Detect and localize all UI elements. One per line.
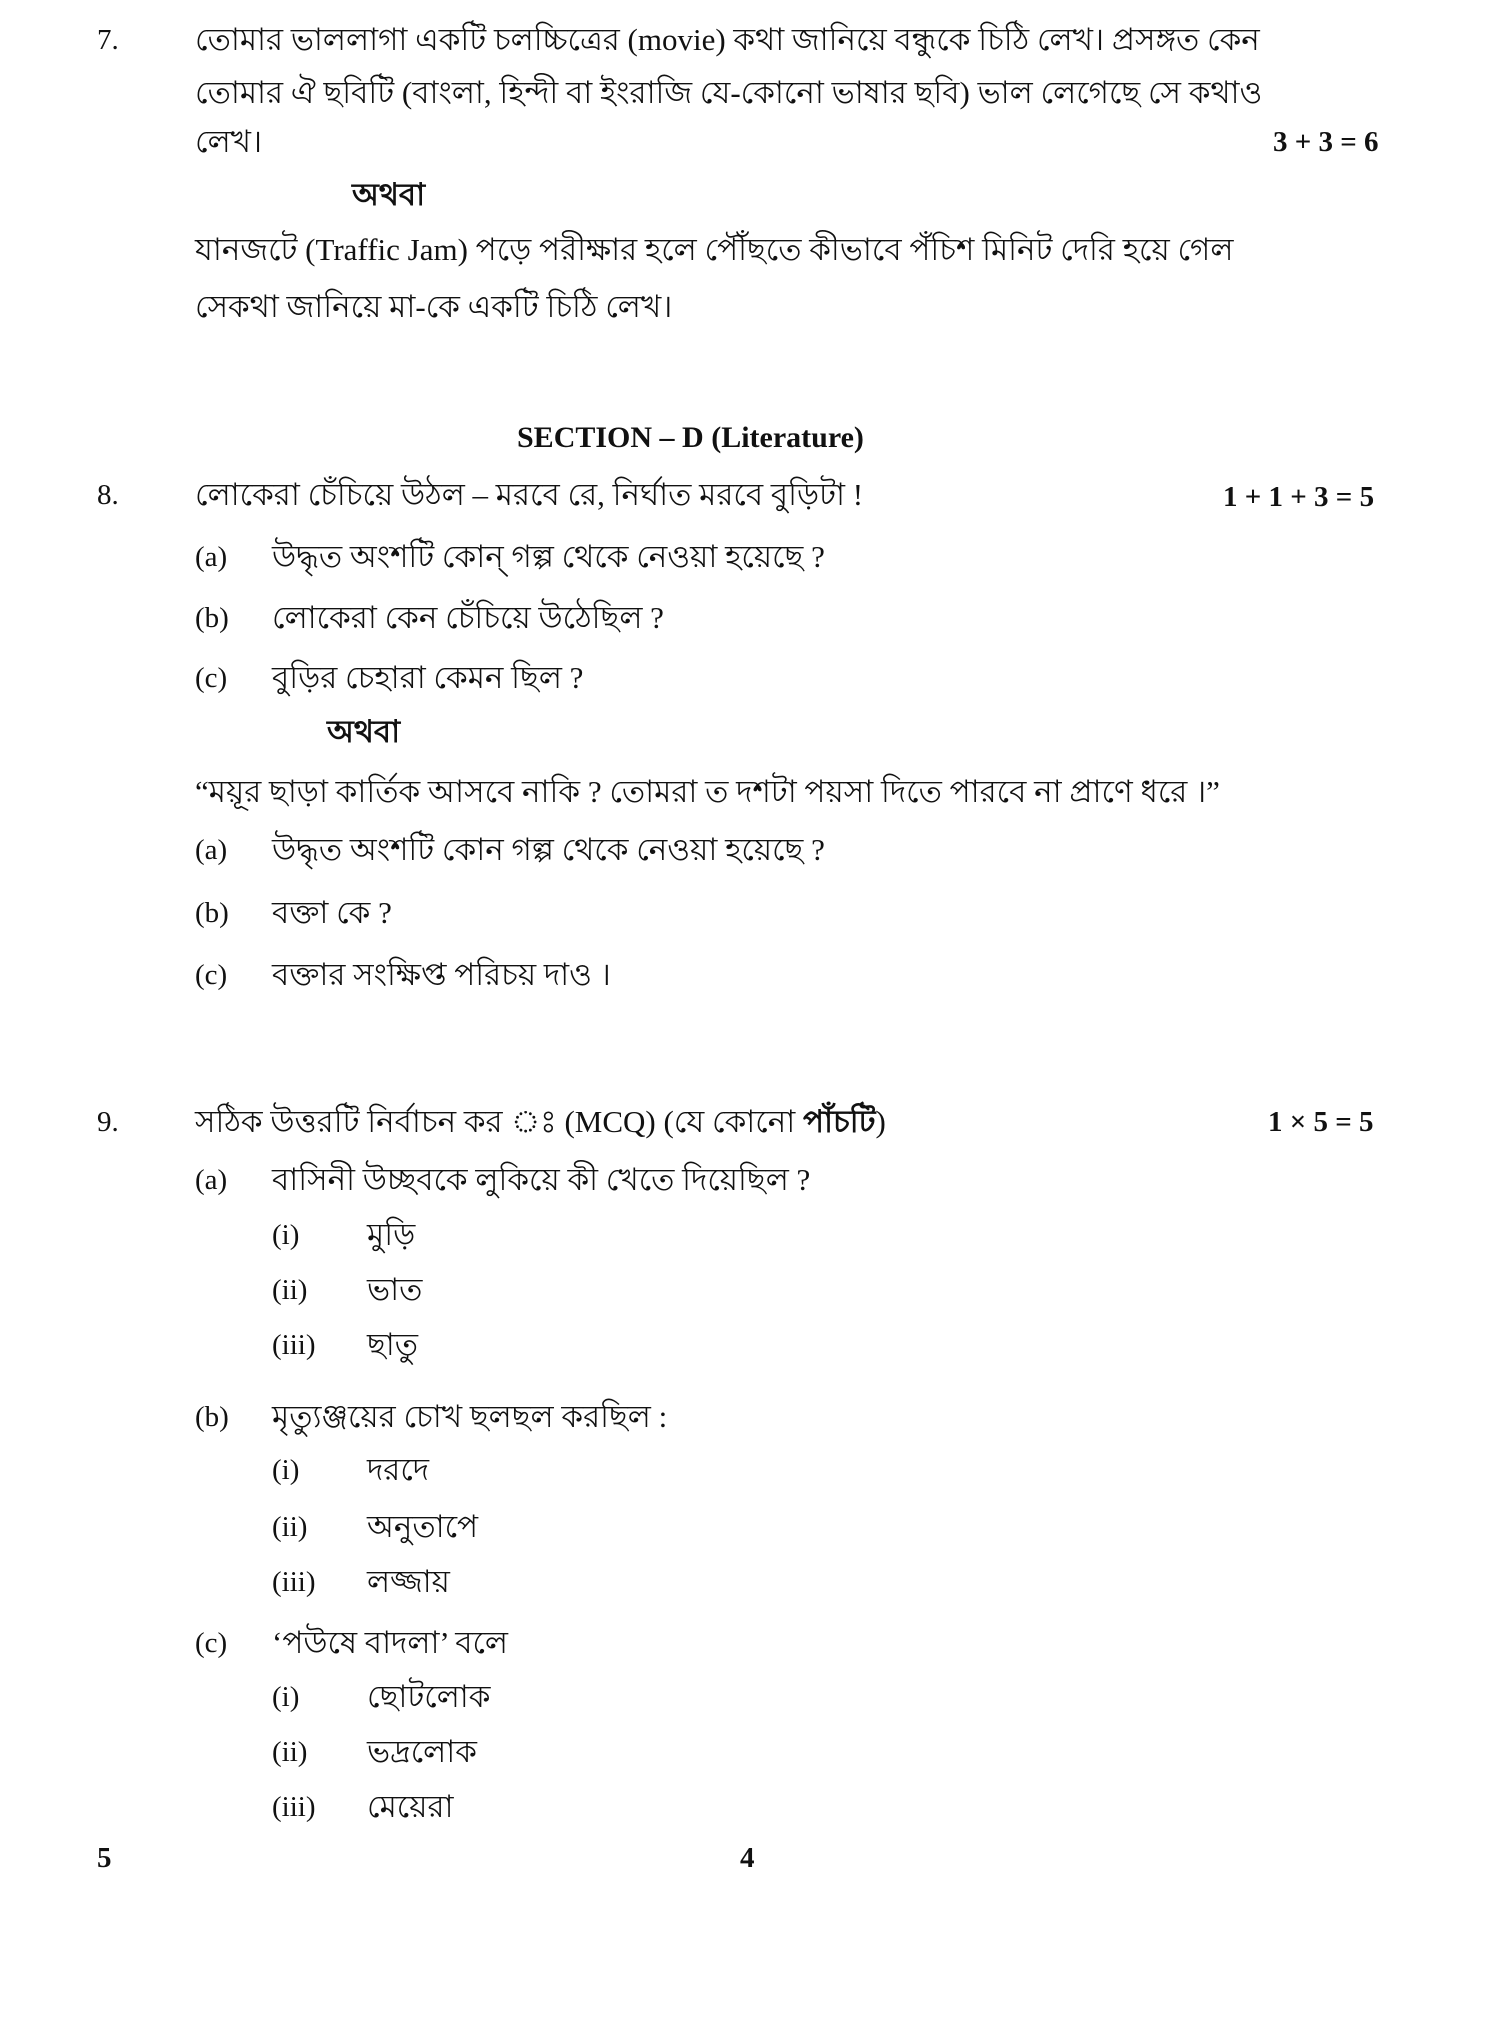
or-label: অথবা (327, 714, 401, 749)
option-label: (i) (272, 1681, 300, 1713)
part-text: ‘পউষে বাদলা’ বলে (272, 1625, 509, 1660)
question-text-line: লেখ। (195, 124, 263, 159)
stem-prefix: সঠিক উত্তরটি নির্বাচন কর ঃ (MCQ) (যে কোনো (195, 1104, 803, 1139)
option-label: (iii) (272, 1791, 316, 1823)
question-stem (195, 1106, 886, 1137)
part-text: মৃত্যুঞ্জয়ের চোখ ছলছল করছিল : (272, 1399, 668, 1434)
stem-emphasis: পাঁচটি (802, 1104, 876, 1139)
option-text: ভাত (367, 1272, 423, 1307)
question-number: 7. (97, 24, 119, 56)
option-text: মুড়ি (367, 1217, 416, 1252)
part-label: (a) (195, 1164, 228, 1196)
part-label: (c) (195, 959, 228, 991)
option-label: (i) (272, 1454, 300, 1486)
alt-question-text-line: সেকথা জানিয়ে মা-কে একটি চিঠি লেখ। (195, 289, 673, 324)
question-text-line: তোমার ঐ ছবিটি (বাংলা, হিন্দী বা ইংরাজি যে-কোনো ভাষার ছবি) ভাল লেগেছে সে কথাও (195, 75, 1263, 110)
option-label: (i) (272, 1219, 300, 1251)
part-text: উদ্ধৃত অংশটি কোন গল্প থেকে নেওয়া হয়েছে ? (272, 832, 825, 867)
option-text: মেয়েরা (367, 1789, 454, 1824)
stem-suffix: ) (875, 1104, 886, 1139)
or-label: অথবা (352, 177, 426, 212)
option-text: ভদ্রলোক (367, 1734, 477, 1769)
option-label: (ii) (272, 1274, 308, 1306)
question-text-line: তোমার ভাললাগা একটি চলচ্চিত্রের (movie) কথা জানিয়ে বন্ধুকে চিঠি লেখ। প্রসঙ্গত কেন (195, 22, 1260, 57)
question-number: 9. (97, 1106, 119, 1138)
part-label: (a) (195, 834, 228, 866)
page-number: 4 (740, 1842, 755, 1874)
option-text: ছাতু (367, 1327, 419, 1362)
option-text: ছোটলোক (367, 1679, 491, 1714)
alt-question-text-line: যানজটে (Traffic Jam) পড়ে পরীক্ষার হলে পৌঁছতে কীভাবে পঁচিশ মিনিট দেরি হয়ে গেল (195, 232, 1234, 267)
alt-question-stem: “ময়ূর ছাড়া কার্তিক আসবে নাকি ? তোমরা ত দশটা পয়সা দিতে পারবে না প্রাণে ধরে ।” (195, 774, 1220, 809)
section-heading: SECTION – D (Literature) (517, 421, 864, 454)
footer-code: 5 (97, 1842, 112, 1874)
part-text: বক্তার সংক্ষিপ্ত পরিচয় দাও । (272, 957, 611, 992)
question-number: 8. (97, 479, 119, 511)
marks-label: 1 + 1 + 3 = 5 (1223, 481, 1375, 513)
part-label: (b) (195, 602, 229, 634)
part-text: বক্তা কে ? (272, 895, 392, 930)
part-label: (c) (195, 1627, 228, 1659)
question-stem: লোকেরা চেঁচিয়ে উঠল – মরবে রে, নির্ঘাত মরবে বুড়িটা ! (195, 477, 864, 512)
option-text: দরদে (367, 1452, 430, 1487)
part-text: বুড়ির চেহারা কেমন ছিল ? (272, 660, 584, 695)
part-text: বাসিনী উচ্ছবকে লুকিয়ে কী খেতে দিয়েছিল ? (272, 1162, 811, 1197)
part-label: (b) (195, 897, 229, 929)
option-text: লজ্জায় (367, 1564, 450, 1599)
part-label: (a) (195, 541, 228, 573)
part-label: (b) (195, 1401, 229, 1433)
option-label: (ii) (272, 1736, 308, 1768)
option-text: অনুতাপে (367, 1509, 479, 1544)
option-label: (iii) (272, 1329, 316, 1361)
part-text: উদ্ধৃত অংশটি কোন্ গল্প থেকে নেওয়া হয়েছে ? (272, 539, 825, 574)
marks-label: 1 × 5 = 5 (1268, 1106, 1374, 1138)
option-label: (ii) (272, 1511, 308, 1543)
option-label: (iii) (272, 1566, 316, 1598)
part-label: (c) (195, 662, 228, 694)
part-text: লোকেরা কেন চেঁচিয়ে উঠেছিল ? (272, 600, 664, 635)
marks-label: 3 + 3 = 6 (1273, 126, 1379, 158)
